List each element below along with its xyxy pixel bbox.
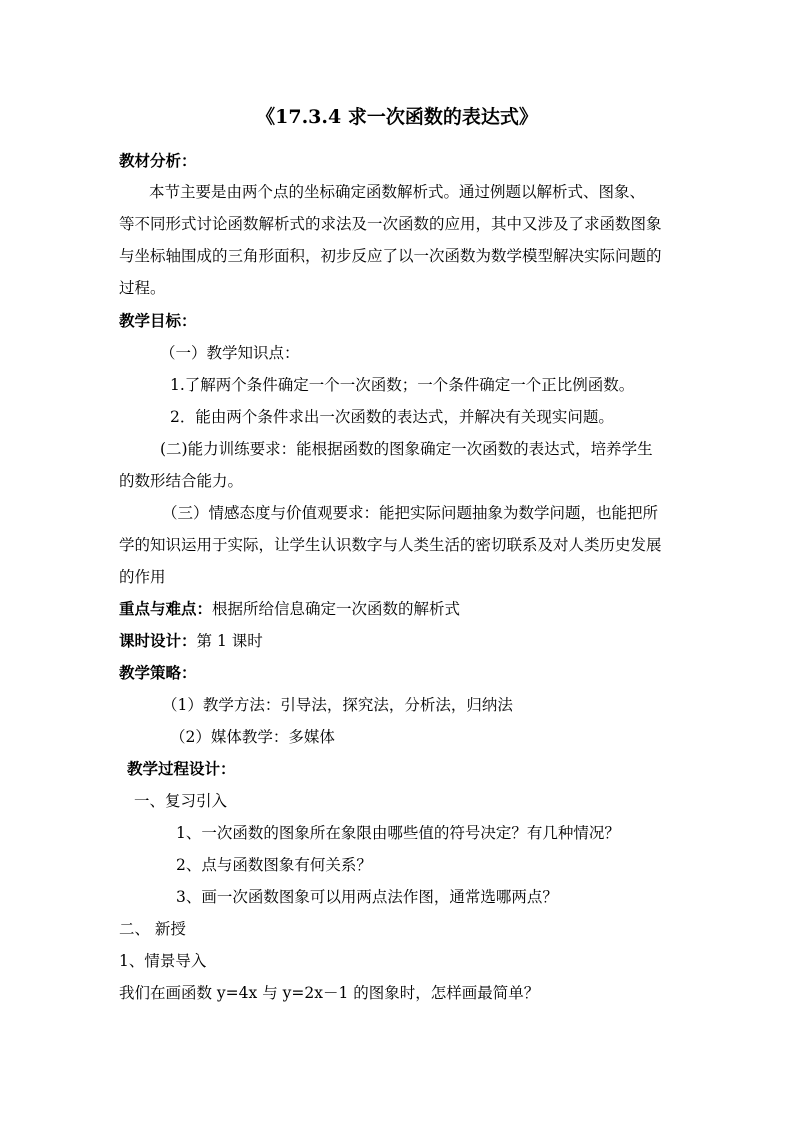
knowledge-heading: （一）教学知识点： [160, 344, 300, 362]
key-points-heading: 重点与难点： [119, 599, 213, 618]
emotion-line-3: 的作用 [119, 568, 166, 586]
review-item-3: 3、画一次函数图象可以用两点法作图，通常选哪两点？ [176, 888, 558, 906]
knowledge-item-1: 1.了解两个条件确定一个一次函数；一个条件确定一个正比例函数。 [170, 376, 635, 394]
review-item-2: 2、点与函数图象有何关系？ [176, 856, 372, 874]
strategy-item-1: （1）教学方法：引导法，探究法，分析法，归纳法 [162, 696, 513, 714]
knowledge-item-2: 2．能由两个条件求出一次函数的表达式，并解决有关现实问题。 [170, 408, 614, 426]
lesson-plan-row [119, 630, 263, 652]
key-points-text: 根据所给信息确定一次函数的解析式 [212, 600, 461, 618]
analysis-line-1: 本节主要是由两个点的坐标确定函数解析式。通过例题以解析式、图象、 [149, 183, 646, 201]
emotion-line-2: 学的知识运用于实际，让学生认识数字与人类生活的密切联系及对人类历史发展 [119, 536, 662, 554]
ability-line-1: (二)能力训练要求：能根据函数的图象确定一次函数的表达式，培养学生 [160, 440, 653, 458]
review-item-1: 1、一次函数的图象所在象限由哪些值的符号决定？有几种情况？ [176, 824, 620, 842]
strategy-item-2: （2）媒体教学：多媒体 [170, 728, 335, 746]
analysis-line-4: 过程。 [119, 279, 166, 297]
process-heading: 教学过程设计： [127, 759, 236, 778]
document-title: 《17.3.4 求一次函数的表达式》 [256, 106, 538, 128]
analysis-line-3: 与坐标轴围成的三角形面积，初步反应了以一次函数为数学模型解决实际问题的 [119, 247, 662, 265]
analysis-line-2: 等不同形式讨论函数解析式的求法及一次函数的应用，其中又涉及了求函数图象 [119, 215, 662, 233]
emotion-line-1: （三）情感态度与价值观要求：能把实际问题抽象为数学问题，也能把所 [162, 504, 659, 522]
lesson-plan-text: 第 1 课时 [196, 632, 263, 650]
new-lesson-heading: 二、 新授 [119, 920, 186, 938]
lesson-plan-heading: 课时设计： [119, 631, 197, 650]
scene-heading: 1、情景导入 [119, 952, 207, 970]
strategy-heading: 教学策略： [119, 663, 197, 682]
key-points-row [119, 598, 460, 620]
objectives-heading: 教学目标： [119, 311, 197, 330]
review-heading: 一、复习引入 [134, 792, 228, 810]
analysis-heading: 教材分析： [119, 151, 197, 170]
scene-text: 我们在画函数 y=4x 与 y=2x－1 的图象时，怎样画最简单？ [119, 984, 540, 1002]
ability-line-2: 的数形结合能力。 [119, 472, 244, 490]
